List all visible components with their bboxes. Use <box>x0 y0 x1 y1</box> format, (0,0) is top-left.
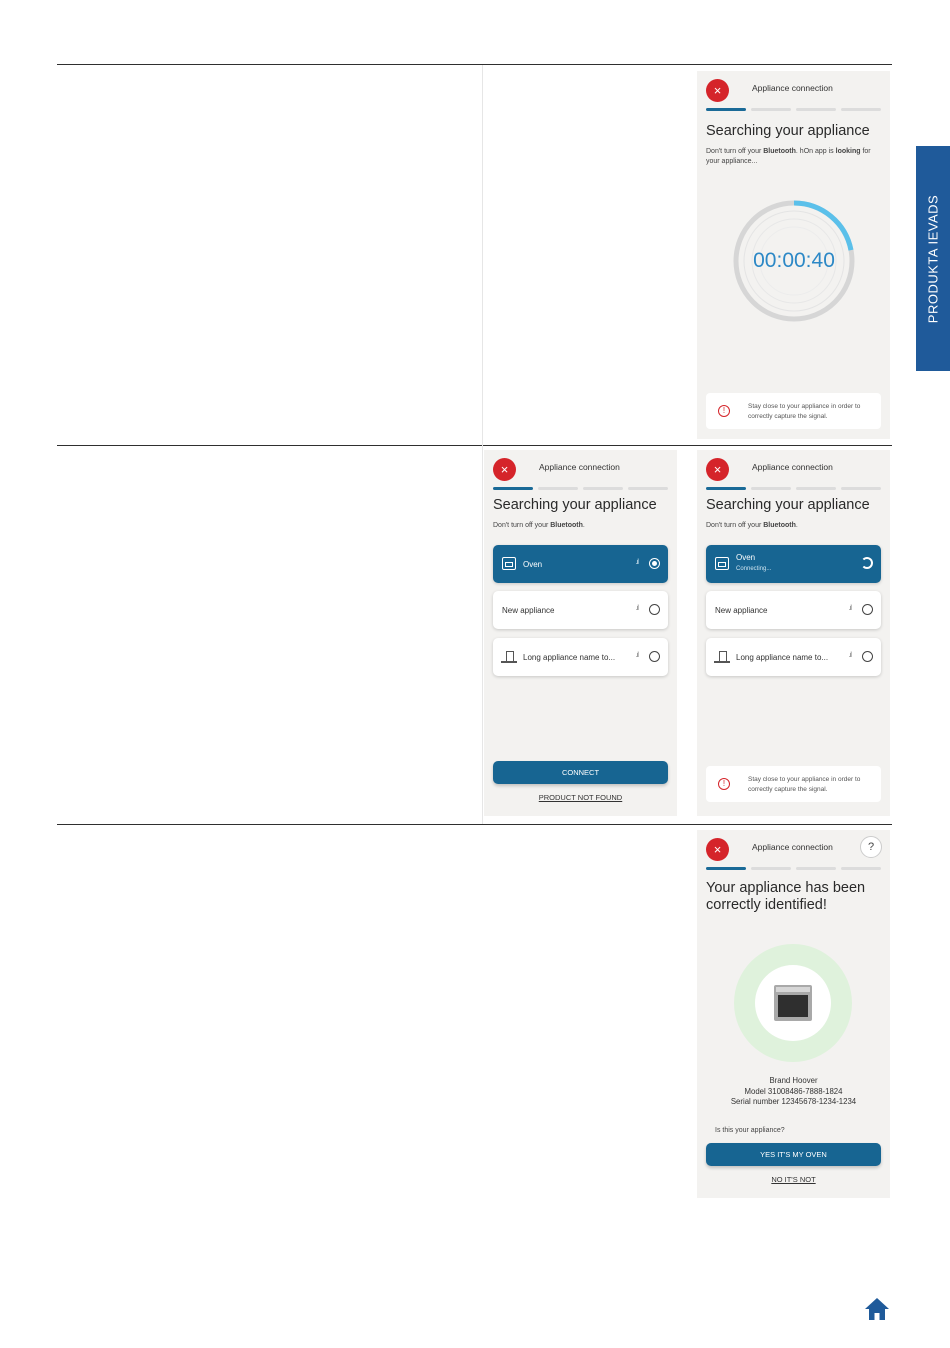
table-rule <box>57 445 892 446</box>
appliance-name: New appliance <box>715 606 768 615</box>
appliance-name: Oven <box>523 560 543 569</box>
confirm-question: Is this your appliance? <box>715 1127 785 1134</box>
oven-image <box>774 985 812 1021</box>
radio-icon[interactable] <box>649 604 660 615</box>
step-progress <box>706 867 881 870</box>
alert-icon: ! <box>718 778 730 790</box>
loading-spinner-icon <box>861 557 873 569</box>
confirm-yes-button[interactable]: YES IT'S MY OVEN <box>706 1143 881 1166</box>
step-progress <box>493 487 668 490</box>
table-rule <box>57 824 892 825</box>
appliance-item-new[interactable] <box>706 591 881 629</box>
screen-list-select <box>484 450 677 816</box>
close-icon[interactable]: × <box>706 79 729 102</box>
signal-icon: .ıl <box>848 652 851 659</box>
signal-icon: .ıl <box>848 605 851 612</box>
appliance-item-new[interactable] <box>493 591 668 629</box>
step-progress <box>706 108 881 111</box>
model-text: Model 31008486-7888-1824 <box>744 1086 843 1096</box>
appliance-image-halo <box>734 944 852 1062</box>
radio-icon[interactable] <box>862 604 873 615</box>
screen-header: Appliance connection <box>752 842 833 852</box>
alert-icon: ! <box>718 405 730 417</box>
screen-searching-timer <box>697 71 890 439</box>
brand-text: Brand Hoover <box>769 1076 818 1085</box>
tip-text: Stay close to your appliance in order to correctly capture the signal. <box>748 403 861 420</box>
page-subtitle: Don't turn off your Bluetooth. <box>706 522 798 529</box>
tip-text: Stay close to your appliance in order to correctly capture the signal. <box>748 776 861 793</box>
radio-selected-icon[interactable] <box>649 558 660 569</box>
close-icon[interactable]: × <box>706 838 729 861</box>
product-not-found-link[interactable]: PRODUCT NOT FOUND <box>538 793 623 802</box>
appliance-details <box>697 1076 890 1108</box>
page-title: Searching your appliance <box>706 123 870 139</box>
signal-tip <box>706 766 881 802</box>
page-title: Searching your appliance <box>706 497 870 513</box>
page-title: Searching your appliance <box>493 497 657 513</box>
signal-icon: .ıl <box>635 652 638 659</box>
close-icon[interactable]: × <box>706 458 729 481</box>
radio-icon[interactable] <box>862 651 873 662</box>
screen-identified <box>697 830 890 1198</box>
screen-header: Appliance connection <box>539 462 620 472</box>
oven-icon <box>502 557 516 570</box>
page-subtitle: Don't turn off your Bluetooth. hOn app is looking for your appliance... <box>706 148 871 165</box>
home-icon[interactable] <box>863 1296 891 1322</box>
appliance-item-long[interactable] <box>706 638 881 676</box>
appliance-item-long[interactable] <box>493 638 668 676</box>
appliance-item-oven[interactable] <box>493 545 668 583</box>
step-progress <box>706 487 881 490</box>
oven-icon <box>715 557 729 570</box>
column-divider <box>482 65 483 824</box>
appliance-name: Oven <box>736 553 756 562</box>
countdown-timer <box>732 199 856 323</box>
screen-list-connecting <box>697 450 890 816</box>
appliance-name: New appliance <box>502 606 555 615</box>
close-icon[interactable]: × <box>493 458 516 481</box>
appliance-name: Long appliance name to... <box>736 653 829 662</box>
appliance-name: Long appliance name to... <box>523 653 616 662</box>
radio-icon[interactable] <box>649 651 660 662</box>
section-side-tab-label: PRODUKTA IEVADS <box>925 194 941 323</box>
hood-icon <box>714 651 730 663</box>
table-rule <box>57 64 892 65</box>
connecting-status: Connecting... <box>736 566 772 572</box>
signal-tip <box>706 393 881 429</box>
signal-icon: .ıl <box>635 605 638 612</box>
timer-value: 00:00:40 <box>753 249 835 272</box>
screen-header: Appliance connection <box>752 462 833 472</box>
help-icon[interactable]: ? <box>860 836 882 858</box>
hood-icon <box>501 651 517 663</box>
screen-header: Appliance connection <box>752 83 833 93</box>
serial-text: Serial number 12345678-1234-1234 <box>730 1097 857 1106</box>
page-title: Your appliance has been correctly identified! <box>706 880 866 913</box>
connect-button[interactable]: CONNECT <box>493 761 668 784</box>
page-subtitle: Don't turn off your Bluetooth. <box>493 522 585 529</box>
appliance-item-oven[interactable] <box>706 545 881 583</box>
signal-icon: .ıl <box>635 559 638 566</box>
confirm-no-link[interactable]: NO IT'S NOT <box>771 1175 816 1184</box>
section-side-tab <box>916 146 950 371</box>
